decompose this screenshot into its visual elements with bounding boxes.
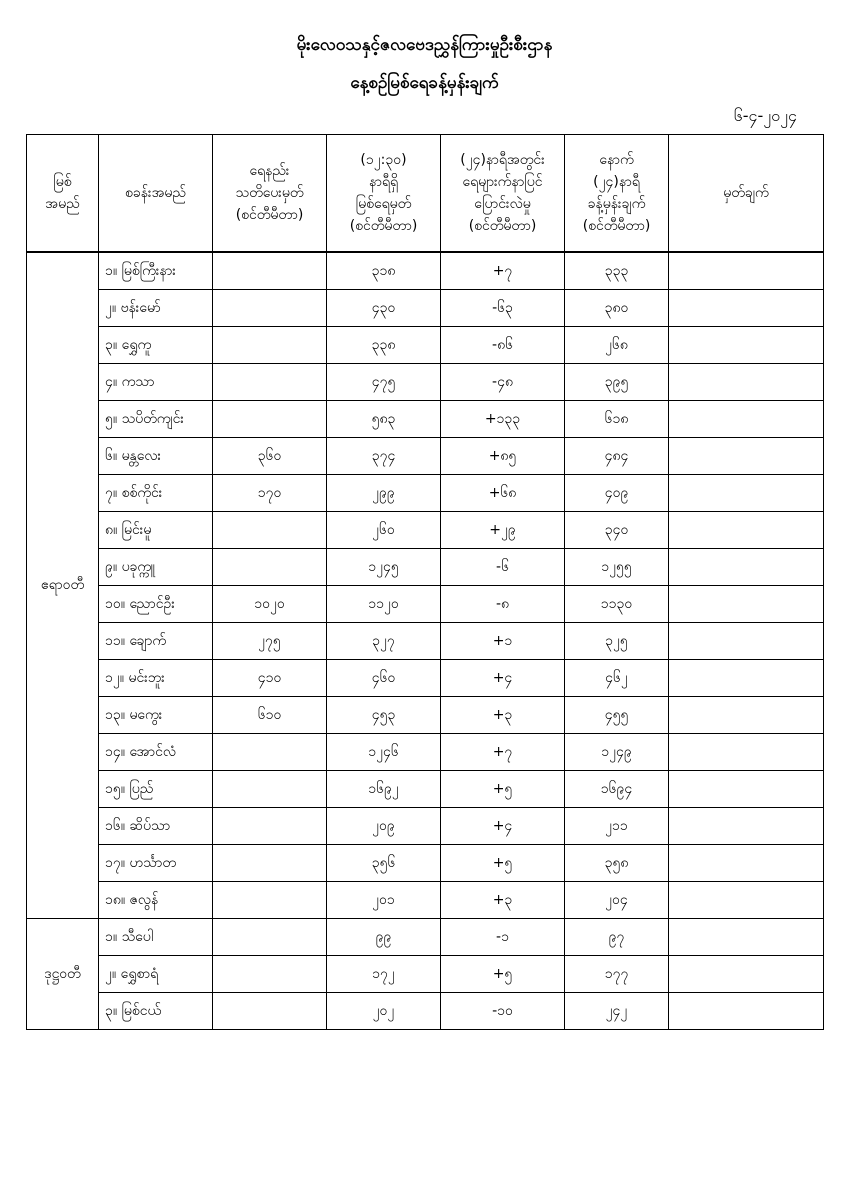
table-row: [27, 993, 824, 1030]
forecast-cell: ၁၇၇: [565, 956, 669, 993]
remark-cell: [669, 660, 824, 697]
page-title: မိုးလေဝသနှင့်ဇလဗေဒညွှန်ကြားမှုဦးစီးဌာန: [296, 35, 553, 55]
table-body: [27, 252, 824, 1030]
station-name-cell: ၂။ ဗန်းမော်: [99, 290, 213, 327]
danger-level-cell: [213, 993, 327, 1030]
report-date: ၆-၄-၂၀၂၄: [733, 106, 797, 125]
danger-level-cell: [213, 512, 327, 549]
remark-cell: [669, 475, 824, 512]
observed-level-cell: ၄၅၃: [327, 697, 441, 734]
observed-level-cell: ၁၇၂: [327, 956, 441, 993]
change-cell: +၁၃၃: [441, 401, 565, 438]
forecast-cell: ၄၀၉: [565, 475, 669, 512]
station-name-cell: ၁၃။ မကွေး: [99, 697, 213, 734]
table-row: [27, 252, 824, 290]
table-row: [27, 401, 824, 438]
forecast-cell: ၁၆၉၄: [565, 771, 669, 808]
station-name-cell: ၁၇။ ဟင်္သာတ: [99, 845, 213, 882]
table-row: [27, 623, 824, 660]
observed-level-cell: ၅၈၃: [327, 401, 441, 438]
forecast-cell: ၄၈၄: [565, 438, 669, 475]
observed-level-cell: ၄၆၀: [327, 660, 441, 697]
remark-cell: [669, 252, 824, 290]
table-row: [27, 734, 824, 771]
forecast-cell: ၄၅၅: [565, 697, 669, 734]
observed-level-cell: ၂၆၀: [327, 512, 441, 549]
remark-cell: [669, 438, 824, 475]
forecast-cell: ၁၂၅၅: [565, 549, 669, 586]
header-danger-level: ရေနည်း သတိပေးမှတ် (စင်တီမီတာ): [213, 135, 327, 253]
danger-level-cell: [213, 401, 327, 438]
change-cell: +၇: [441, 734, 565, 771]
observed-level-cell: ၁၂၄၆: [327, 734, 441, 771]
table-row: [27, 882, 824, 919]
station-name-cell: ၉။ ပခုက္ကူ: [99, 549, 213, 586]
forecast-cell: ၃၉၅: [565, 364, 669, 401]
remark-cell: [669, 771, 824, 808]
forecast-cell: ၃၅၈: [565, 845, 669, 882]
forecast-cell: ၆၁၈: [565, 401, 669, 438]
observed-level-cell: ၂၉၉: [327, 475, 441, 512]
table-row: [27, 771, 824, 808]
table-row: [27, 845, 824, 882]
observed-level-cell: ၃၇၄: [327, 438, 441, 475]
danger-level-cell: ၄၁၀: [213, 660, 327, 697]
header-remarks: မှတ်ချက်: [669, 135, 824, 253]
remark-cell: [669, 882, 824, 919]
forecast-cell: ၉၇: [565, 919, 669, 956]
station-name-cell: ၈။ မြင်းမူ: [99, 512, 213, 549]
danger-level-cell: [213, 290, 327, 327]
station-name-cell: ၃။ မြစ်ငယ်: [99, 993, 213, 1030]
danger-level-cell: ၃၆၀: [213, 438, 327, 475]
observed-level-cell: ၁၁၂၀: [327, 586, 441, 623]
remark-cell: [669, 956, 824, 993]
change-cell: -၁၀: [441, 993, 565, 1030]
station-name-cell: ၃။ ရွှေကူ: [99, 327, 213, 364]
forecast-cell: ၃၈၀: [565, 290, 669, 327]
station-name-cell: ၁၅။ ပြည်: [99, 771, 213, 808]
table-row: [27, 697, 824, 734]
remark-cell: [669, 401, 824, 438]
forecast-cell: ၂၀၄: [565, 882, 669, 919]
danger-level-cell: [213, 956, 327, 993]
remark-cell: [669, 327, 824, 364]
danger-level-cell: [213, 327, 327, 364]
remark-cell: [669, 586, 824, 623]
danger-level-cell: [213, 549, 327, 586]
danger-level-cell: [213, 771, 327, 808]
observed-level-cell: ၃၅၆: [327, 845, 441, 882]
remark-cell: [669, 364, 824, 401]
change-cell: +၅: [441, 956, 565, 993]
station-name-cell: ၁၁။ ချောက်: [99, 623, 213, 660]
observed-level-cell: ၂၀၂: [327, 993, 441, 1030]
observed-level-cell: ၂၀၉: [327, 808, 441, 845]
table-row: [27, 327, 824, 364]
danger-level-cell: ၁၀၂၀: [213, 586, 327, 623]
remark-cell: [669, 919, 824, 956]
remark-cell: [669, 993, 824, 1030]
forecast-cell: ၃၂၅: [565, 623, 669, 660]
change-cell: +၃: [441, 882, 565, 919]
station-name-cell: ၇။ စစ်ကိုင်း: [99, 475, 213, 512]
observed-level-cell: ၂၀၁: [327, 882, 441, 919]
table-row: [27, 290, 824, 327]
change-cell: +၄: [441, 808, 565, 845]
observed-level-cell: ၃၁၈: [327, 252, 441, 290]
station-name-cell: ၁။ မြစ်ကြီးနား: [99, 252, 213, 290]
danger-level-cell: [213, 882, 327, 919]
table-row: [27, 549, 824, 586]
forecast-cell: ၂၁၁: [565, 808, 669, 845]
danger-level-cell: [213, 734, 327, 771]
station-name-cell: ၁၀။ ညောင်ဦး: [99, 586, 213, 623]
change-cell: -၈၆: [441, 327, 565, 364]
table-row: [27, 956, 824, 993]
change-cell: -၈: [441, 586, 565, 623]
danger-level-cell: [213, 845, 327, 882]
page-subtitle: နေ့စဉ်မြစ်ရေခန့်မှန်းချက်: [350, 73, 499, 93]
table-row: [27, 512, 824, 549]
observed-level-cell: ၁၂၄၅: [327, 549, 441, 586]
remark-cell: [669, 512, 824, 549]
change-cell: +၆၈: [441, 475, 565, 512]
table-row: [27, 919, 824, 956]
observed-level-cell: ၁၆၉၂: [327, 771, 441, 808]
observed-level-cell: ၄၃၀: [327, 290, 441, 327]
danger-level-cell: [213, 808, 327, 845]
observed-level-cell: ၃၃၈: [327, 327, 441, 364]
station-name-cell: ၁၄။ အောင်လံ: [99, 734, 213, 771]
forecast-cell: ၁၂၄၉: [565, 734, 669, 771]
danger-level-cell: ၂၇၅: [213, 623, 327, 660]
header-row: [27, 135, 824, 253]
remark-cell: [669, 845, 824, 882]
remark-cell: [669, 734, 824, 771]
table-row: [27, 660, 824, 697]
change-cell: -၆၃: [441, 290, 565, 327]
station-name-cell: ၂။ ရွှေစာရံ: [99, 956, 213, 993]
header-river: မြစ် အမည်: [27, 135, 99, 253]
danger-level-cell: [213, 919, 327, 956]
forecast-cell: ၁၁၃၀: [565, 586, 669, 623]
change-cell: +၃: [441, 697, 565, 734]
remark-cell: [669, 290, 824, 327]
observed-level-cell: ၄၇၅: [327, 364, 441, 401]
change-cell: +၁: [441, 623, 565, 660]
forecast-cell: ၄၆၂: [565, 660, 669, 697]
change-cell: +၄: [441, 660, 565, 697]
header-24h-change: (၂၄)နာရီအတွင်း ရေများက်နာပြင် ပြောင်းလဲမှု (စင်တီမီတာ): [441, 135, 565, 253]
station-name-cell: ၆။ မန္တလေး: [99, 438, 213, 475]
header-forecast: နောက် (၂၄)နာရီ ခန့်မှန်းချက် (စင်တီမီတာ): [565, 135, 669, 253]
forecast-cell: ၃၄၀: [565, 512, 669, 549]
table-row: [27, 475, 824, 512]
danger-level-cell: ၁၇၀: [213, 475, 327, 512]
danger-level-cell: ၆၁၀: [213, 697, 327, 734]
change-cell: +၅: [441, 845, 565, 882]
table-row: [27, 808, 824, 845]
remark-cell: [669, 623, 824, 660]
observed-level-cell: ၃၂၇: [327, 623, 441, 660]
change-cell: -၆: [441, 549, 565, 586]
change-cell: -၄၈: [441, 364, 565, 401]
remark-cell: [669, 808, 824, 845]
change-cell: +၈၅: [441, 438, 565, 475]
station-name-cell: ၁။ သီပေါ: [99, 919, 213, 956]
header-station: စခန်းအမည်: [99, 135, 213, 253]
river-name-cell: ဒုဋ္ဌဝတီ: [27, 919, 99, 1030]
station-name-cell: ၁၈။ ဇလွန်: [99, 882, 213, 919]
forecast-cell: ၃၃၃: [565, 252, 669, 290]
danger-level-cell: [213, 364, 327, 401]
remark-cell: [669, 549, 824, 586]
change-cell: -၁: [441, 919, 565, 956]
station-name-cell: ၅။ သပိတ်ကျင်း: [99, 401, 213, 438]
observed-level-cell: ၉၉: [327, 919, 441, 956]
table-row: [27, 364, 824, 401]
river-name-cell: ဧရာဝတီ: [27, 252, 99, 919]
remark-cell: [669, 697, 824, 734]
change-cell: +၅: [441, 771, 565, 808]
change-cell: +၇: [441, 252, 565, 290]
station-name-cell: ၁၂။ မင်းဘူး: [99, 660, 213, 697]
danger-level-cell: [213, 252, 327, 290]
forecast-cell: ၂၆၈: [565, 327, 669, 364]
forecast-cell: ၂၄၂: [565, 993, 669, 1030]
river-forecast-table: [26, 134, 824, 1030]
station-name-cell: ၁၆။ ဆိပ်သာ: [99, 808, 213, 845]
header-observed-level: (၁၂:၃၀) နာရီရှိ မြစ်ရေမှတ် (စင်တီမီတာ): [327, 135, 441, 253]
change-cell: +၂၉: [441, 512, 565, 549]
table-row: [27, 586, 824, 623]
station-name-cell: ၄။ ကသာ: [99, 364, 213, 401]
table-row: [27, 438, 824, 475]
